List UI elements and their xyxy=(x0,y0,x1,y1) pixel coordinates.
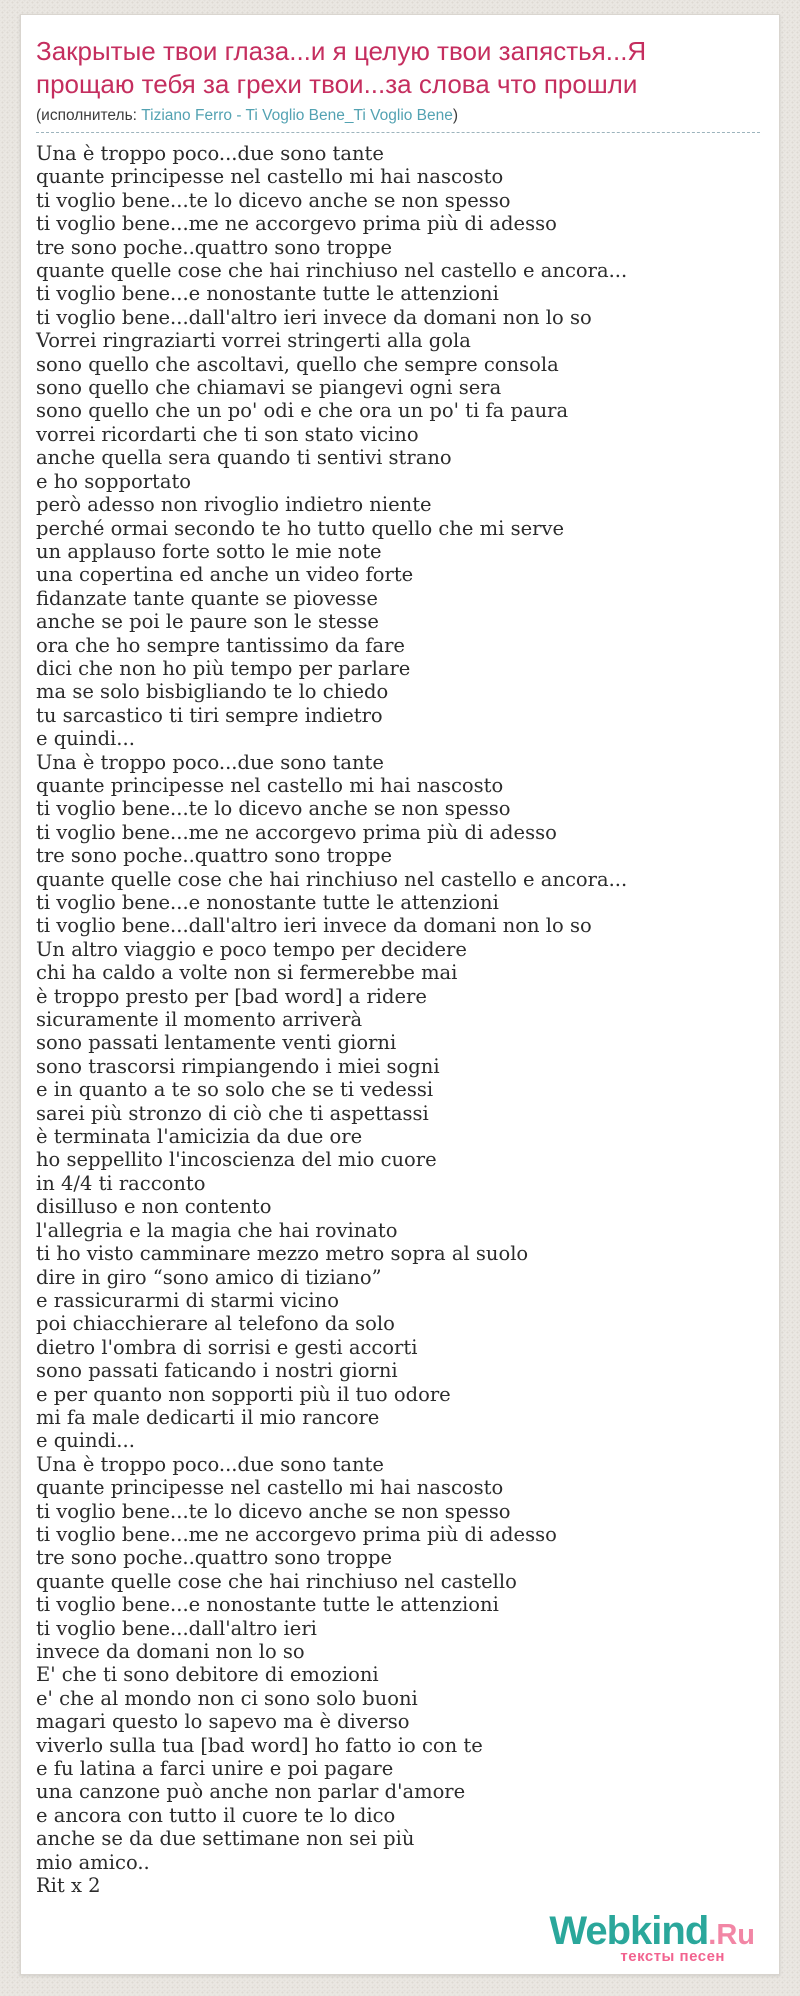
lyric-line: e quindi... xyxy=(36,727,135,751)
lyric-line: quante quelle cose che hai rinchiuso nel castello e ancora... xyxy=(36,867,628,891)
lyric-line: ti voglio bene...e nonostante tutte le attenzioni xyxy=(36,282,499,306)
lyric-line: ti ho visto camminare mezzo metro sopra al suolo xyxy=(36,1242,529,1266)
lyric-line: E' che ti sono debitore di emozioni xyxy=(36,1663,379,1687)
lyric-line: tre sono poche..quattro sono troppe xyxy=(36,1546,393,1570)
lyric-line: sono quello che ascoltavi, quello che sempre consola xyxy=(36,352,559,376)
webkind-logo-wordmark: Webkind xyxy=(549,1909,709,1954)
lyric-line: ora che ho sempre tantissimo da fare xyxy=(36,633,405,657)
lyric-line: invece da domani non lo so xyxy=(36,1640,305,1663)
lyric-line: Una è troppo poco...due sono tante xyxy=(36,750,384,774)
lyric-line: ti voglio bene...me ne accorgevo prima più di adesso xyxy=(36,212,557,236)
lyric-line: sono passati faticando i nostri giorni xyxy=(36,1359,398,1383)
lyric-line: ti voglio bene...dall'altro ieri invece da domani non lo so xyxy=(36,305,592,329)
lyric-line: chi ha caldo a volte non si fermerebbe mai xyxy=(36,961,458,985)
lyric-line: e in quanto a te so solo che se ti vedessi xyxy=(36,1078,434,1102)
lyric-line: tu sarcastico ti tiri sempre indietro xyxy=(36,703,383,727)
artist-link[interactable]: Tiziano Ferro - Ti Voglio Bene_Ti Voglio Bene xyxy=(141,107,453,124)
lyric-line: Un altro viaggio e poco tempo per decidere xyxy=(36,937,467,961)
lyric-line: sarei più stronzo di ciò che ti aspettassi xyxy=(36,1101,429,1125)
lyric-line: è troppo presto per [bad word] a ridere xyxy=(36,984,427,1008)
lyric-line: e' che al mondo non ci sono solo buoni xyxy=(36,1686,418,1710)
lyric-line: Rit x 2 xyxy=(36,1874,101,1898)
page-title: Закрытые твои глаза...и я целую твои запястья...Я прощаю тебя за грехи твои...за слова что прошли xyxy=(36,36,647,99)
lyric-line: anche se da due settimane non sei più xyxy=(36,1827,415,1851)
webkind-logo-tagline: тексты песен xyxy=(620,1948,725,1966)
lyric-line: ti voglio bene...te lo dicevo anche se non spesso xyxy=(36,188,511,212)
lyric-line: ti voglio bene...te lo dicevo anche se non spesso xyxy=(36,797,511,821)
lyric-line: è terminata l'amicizia da due ore xyxy=(36,1125,363,1149)
lyric-line: in 4/4 ti racconto xyxy=(36,1171,206,1195)
lyric-line: ti voglio bene...dall'altro ieri xyxy=(36,1616,317,1640)
lyric-line: anche se poi le paure son le stesse xyxy=(36,610,379,634)
lyric-line: mi fa male dedicarti il mio rancore xyxy=(36,1405,380,1429)
lyric-line: quante principesse nel castello mi hai nascosto xyxy=(36,773,504,797)
lyric-line: sono quello che un po' odi e che ora un po' ti fa paura xyxy=(36,399,569,423)
lyric-line: disilluso e non contento xyxy=(36,1195,272,1219)
lyric-line: dire in giro “sono amico di tiziano” xyxy=(36,1265,382,1289)
artist-label: (исполнитель: xyxy=(36,107,142,124)
lyric-line: perché ormai secondo te ho tutto quello che mi serve xyxy=(36,516,565,540)
lyric-line: quante quelle cose che hai rinchiuso nel castello e ancora... xyxy=(36,259,628,283)
lyric-line: ti voglio bene...me ne accorgevo prima più di adesso xyxy=(36,820,557,844)
webkind-logo-domain: .Ru xyxy=(708,1919,755,1952)
lyric-line: ma se solo bisbigliando te lo chiedo xyxy=(36,680,389,704)
lyric-line: vorrei ricordarti che ti son stato vicino xyxy=(36,422,419,446)
lyric-line: ti voglio bene...me ne accorgevo prima più di adesso xyxy=(36,1522,557,1546)
lyric-line: ti voglio bene...e nonostante tutte le attenzioni xyxy=(36,891,499,914)
lyric-line: dici che non ho più tempo per parlare xyxy=(36,656,411,680)
lyric-line: ho seppellito l'incoscienza del mio cuore xyxy=(36,1148,437,1172)
lyric-line: mio amico.. xyxy=(36,1850,150,1874)
lyric-line: tre sono poche..quattro sono troppe xyxy=(36,235,393,259)
lyric-line: poi chiacchierare al telefono da solo xyxy=(36,1312,395,1336)
lyric-line: quante quelle cose che hai rinchiuso nel castello xyxy=(36,1569,517,1593)
lyric-line: quante principesse nel castello mi hai nascosto xyxy=(36,165,504,189)
artist-line xyxy=(36,107,760,133)
lyric-line: quante principesse nel castello mi hai nascosto xyxy=(36,1476,504,1500)
lyrics-page-card xyxy=(20,14,780,1975)
lyric-line: ti voglio bene...dall'altro ieri invece da domani non lo so xyxy=(36,914,592,938)
lyric-line: e fu latina a farci unire e poi pagare xyxy=(36,1757,394,1781)
lyric-line: e per quanto non sopporti più il tuo odore xyxy=(36,1382,451,1406)
lyric-line: una copertina ed anche un video forte xyxy=(36,563,414,587)
lyric-line: ti voglio bene...e nonostante tutte le attenzioni xyxy=(36,1593,499,1617)
lyric-line: sicuramente il momento arriverà xyxy=(36,1008,363,1032)
lyric-line: Una è troppo poco...due sono tante xyxy=(36,1452,384,1476)
lyric-line: un applauso forte sotto le mie note xyxy=(36,539,382,563)
webkind-logo[interactable] xyxy=(36,1911,763,1964)
lyric-line: magari questo lo sapevo ma è diverso xyxy=(36,1710,410,1734)
lyric-line: Una è troppo poco...due sono tante xyxy=(36,142,384,165)
lyric-line: e rassicurarmi di starmi vicino xyxy=(36,1288,339,1312)
lyrics-text xyxy=(36,142,763,1897)
lyric-line: sono quello che chiamavi se piangevi ogni sera xyxy=(36,376,502,400)
lyric-line: viverlo sulla tua [bad word] ho fatto io con te xyxy=(36,1733,483,1757)
artist-line-close: ) xyxy=(452,107,459,124)
lyric-line: dietro l'ombra di sorrisi e gesti accorti xyxy=(36,1335,418,1359)
lyric-line: sono trascorsi rimpiangendo i miei sogni xyxy=(36,1054,440,1078)
lyric-line: sono passati lentamente venti giorni xyxy=(36,1031,397,1055)
lyric-line: ti voglio bene...te lo dicevo anche se non spesso xyxy=(36,1499,511,1523)
lyric-line: però adesso non rivoglio indietro niente xyxy=(36,493,432,517)
lyric-line: e ho sopportato xyxy=(36,469,192,493)
lyric-line: una canzone può anche non parlar d'amore xyxy=(36,1780,466,1804)
lyric-line: l'allegria e la magia che hai rovinato xyxy=(36,1218,398,1242)
lyric-line: tre sono poche..quattro sono troppe xyxy=(36,844,393,868)
lyric-line: Vorrei ringraziarti vorrei stringerti alla gola xyxy=(36,329,471,353)
lyric-line: e ancora con tutto il cuore te lo dico xyxy=(36,1803,396,1827)
lyric-line: fidanzate tante quante se piovesse xyxy=(36,586,378,610)
lyric-line: e quindi... xyxy=(36,1429,135,1453)
lyric-line: anche quella sera quando ti sentivi strano xyxy=(36,446,452,470)
